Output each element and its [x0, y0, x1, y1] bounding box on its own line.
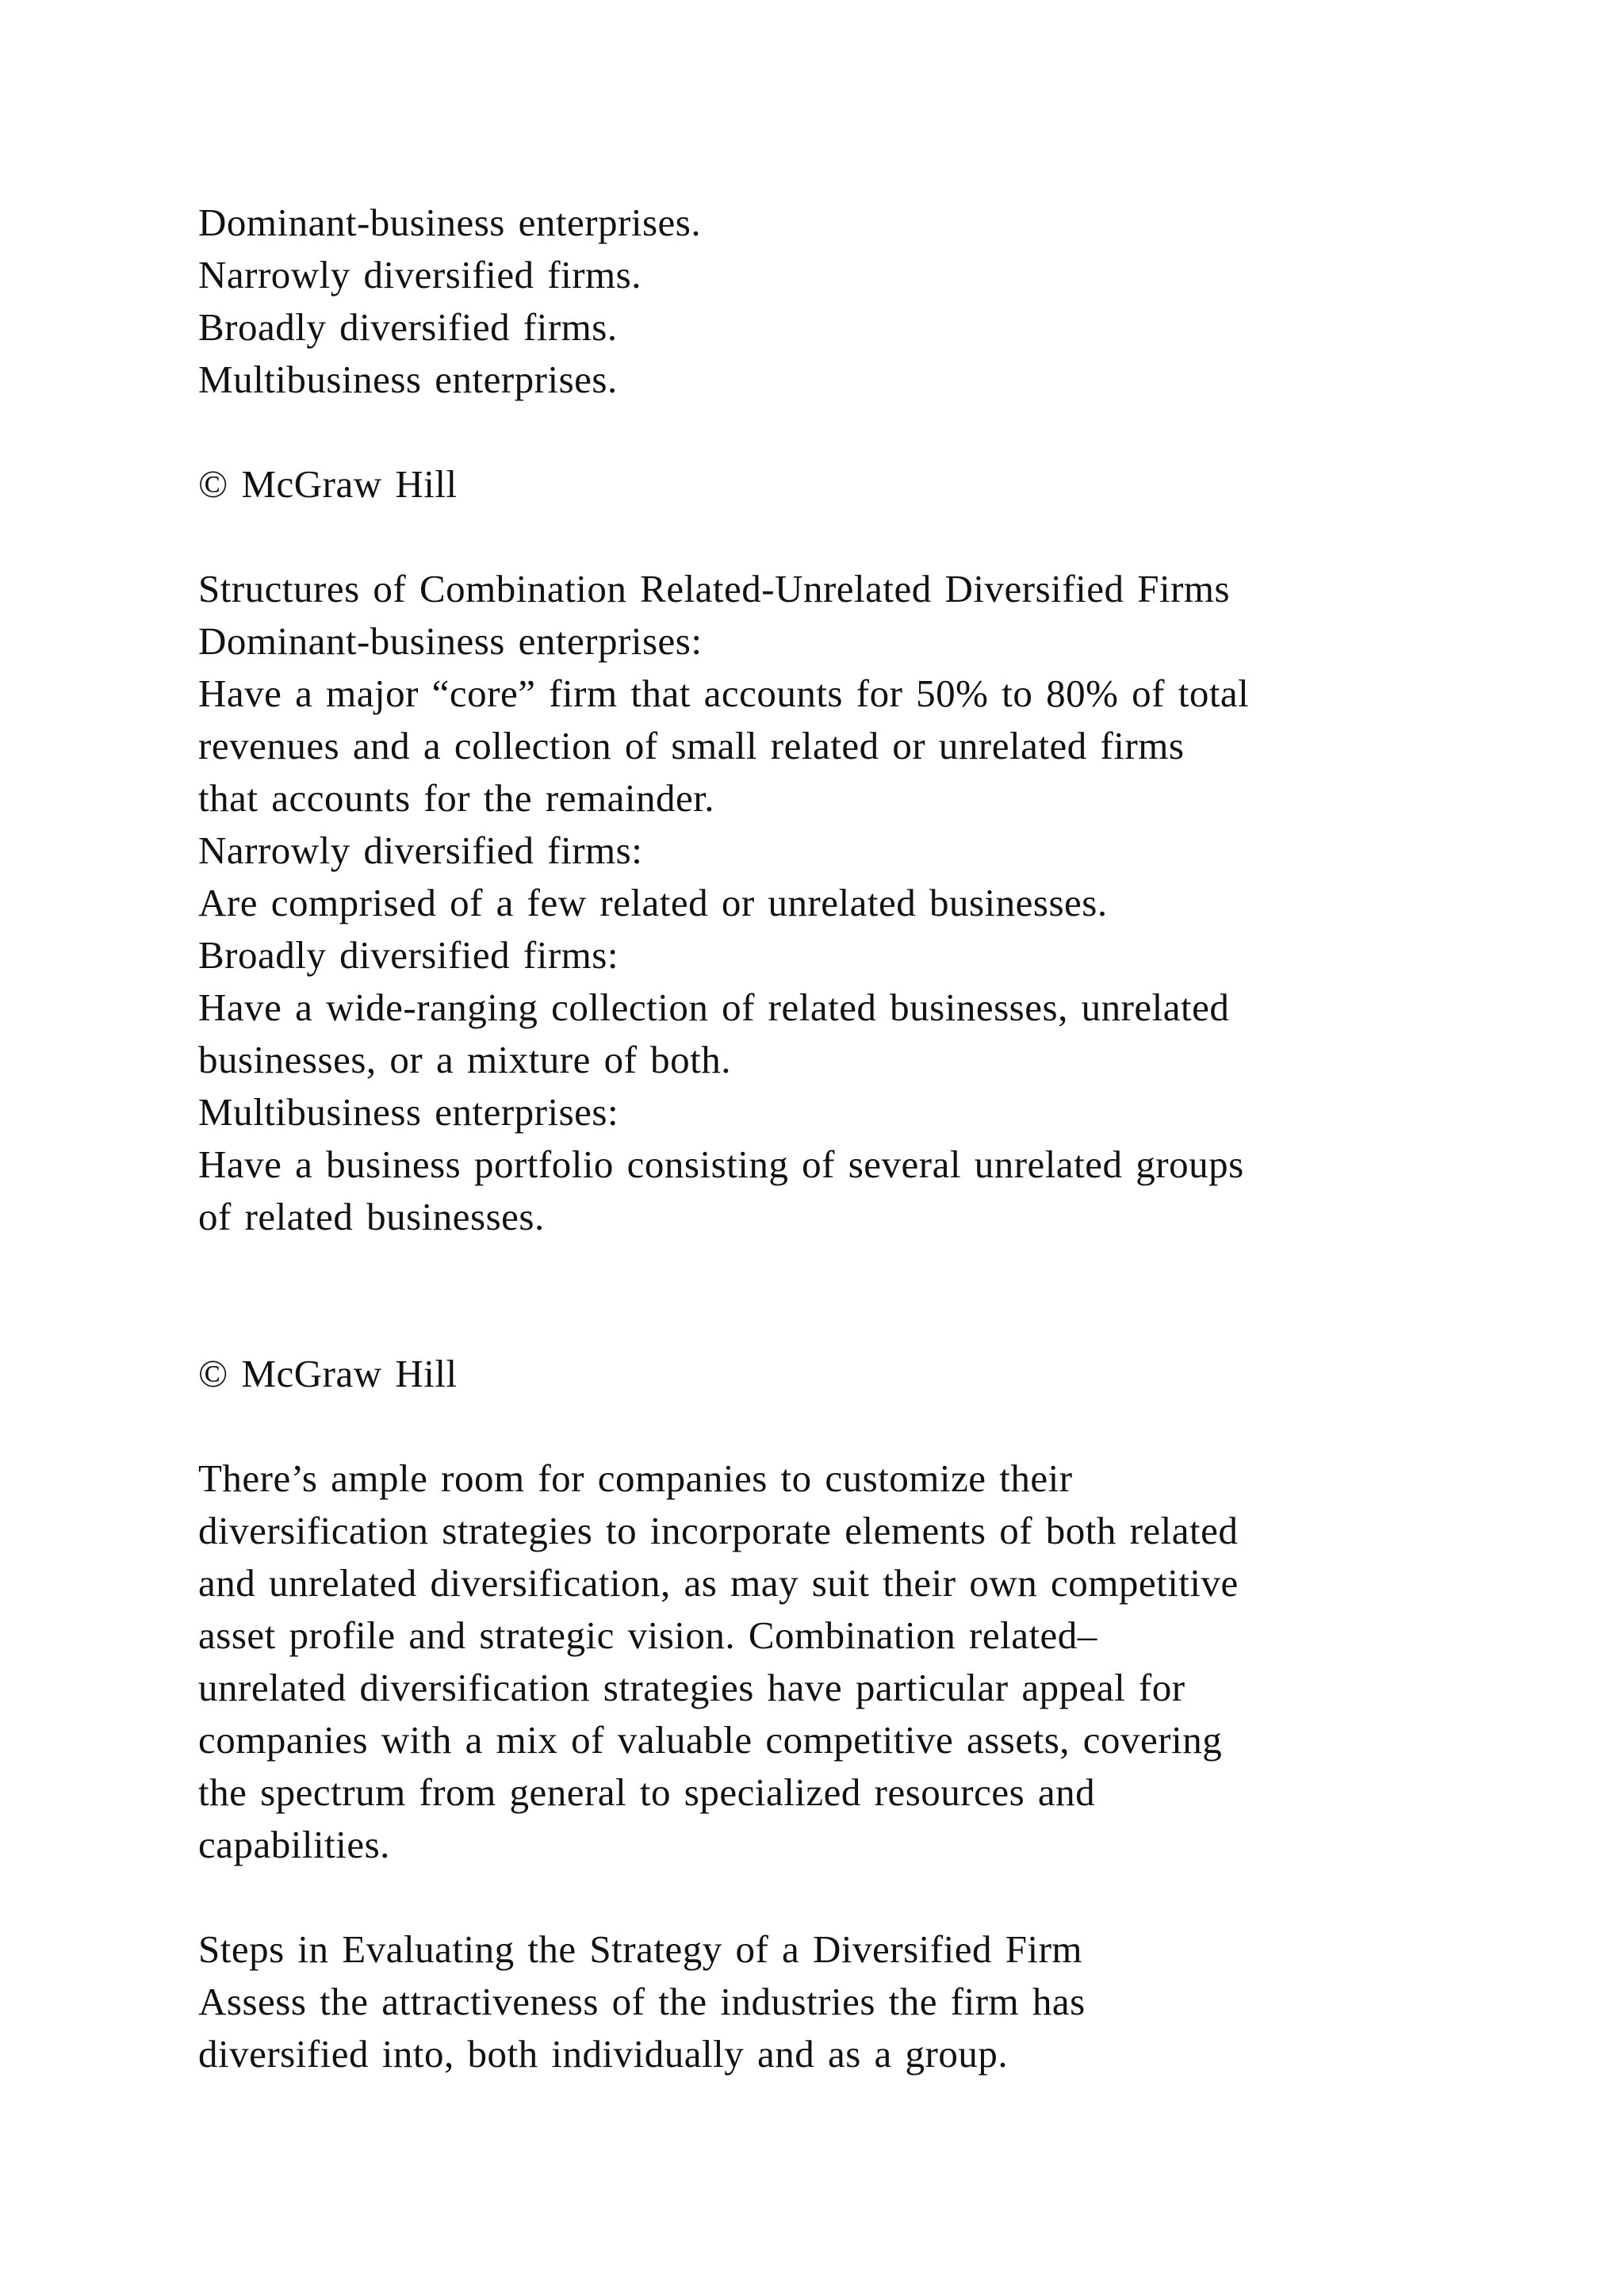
paragraph-line: businesses, or a mixture of both.: [198, 1038, 732, 1081]
paragraph-line: asset profile and strategic vision. Combination related–: [198, 1613, 1097, 1657]
paragraph-line: Narrowly diversified firms:: [198, 828, 643, 872]
paragraph-line: unrelated diversification strategies have particular appeal for: [198, 1666, 1185, 1709]
list-item: Multibusiness enterprises.: [198, 358, 618, 401]
paragraph-line: diversification strategies to incorporate elements of both related: [198, 1509, 1239, 1552]
section-heading: Steps in Evaluating the Strategy of a Diversified Firm: [198, 1927, 1083, 1971]
paragraph-line: revenues and a collection of small related or unrelated firms: [198, 724, 1185, 767]
document-page: [198, 197, 1507, 2080]
paragraph-line: Dominant-business enterprises:: [198, 619, 703, 663]
paragraph-line: of related businesses.: [198, 1195, 545, 1238]
list-item: Dominant-business enterprises.: [198, 201, 702, 244]
spacer: [198, 1871, 1507, 1923]
copyright-notice: © McGraw Hill: [198, 1352, 458, 1395]
firm-types-list: [198, 197, 1507, 406]
paragraph-line: Multibusiness enterprises:: [198, 1090, 619, 1134]
paragraph-line: capabilities.: [198, 1823, 390, 1866]
spacer: [198, 1243, 1507, 1348]
spacer: [198, 511, 1507, 563]
paragraph-line: There’s ample room for companies to customize their: [198, 1456, 1073, 1500]
section-heading: Structures of Combination Related-Unrelated Diversified Firms: [198, 567, 1231, 610]
paragraph-line: diversified into, both individually and as a group.: [198, 2032, 1009, 2076]
paragraph-line: the spectrum from general to specialized resources and: [198, 1770, 1096, 1814]
evaluation-steps-section: [198, 1923, 1507, 2080]
paragraph-line: Are comprised of a few related or unrelated businesses.: [198, 881, 1108, 924]
paragraph-line: that accounts for the remainder.: [198, 776, 715, 820]
copyright-notice: © McGraw Hill: [198, 462, 458, 506]
paragraph-line: and unrelated diversification, as may suit their own competitive: [198, 1561, 1239, 1605]
paragraph-line: companies with a mix of valuable competitive assets, covering: [198, 1718, 1223, 1762]
spacer: [198, 406, 1507, 458]
list-item: Narrowly diversified firms.: [198, 253, 642, 297]
paragraph-line: Have a major “core” firm that accounts for 50% to 80% of total: [198, 672, 1250, 715]
paragraph-line: Have a wide-ranging collection of related businesses, unrelated: [198, 985, 1230, 1029]
structures-section: [198, 563, 1507, 1243]
customization-paragraph: [198, 1452, 1507, 1871]
paragraph-line: Assess the attractiveness of the industries the firm has: [198, 1980, 1086, 2023]
paragraph-line: Broadly diversified firms:: [198, 933, 619, 977]
spacer: [198, 1400, 1507, 1452]
paragraph-line: Have a business portfolio consisting of several unrelated groups: [198, 1142, 1244, 1186]
list-item: Broadly diversified firms.: [198, 305, 618, 349]
